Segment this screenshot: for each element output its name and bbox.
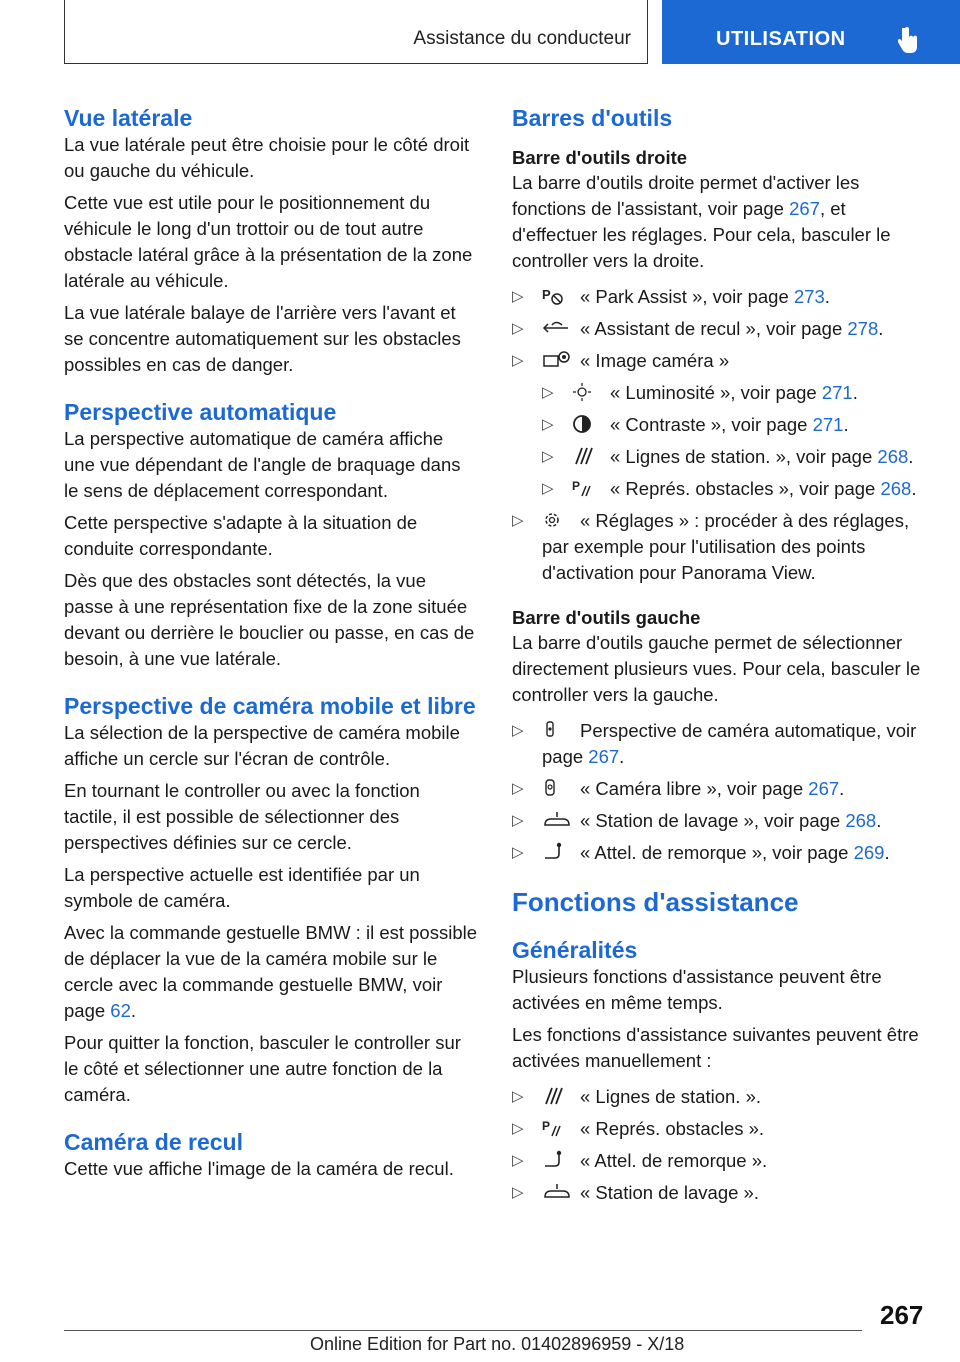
page-number: 267 (880, 1300, 924, 1330)
paragraph: Les fonctions d'assistance suivantes peuvent être activées manuellement : (512, 1024, 919, 1071)
paragraph: Avec la commande gestuelle BMW : il est possible de déplacer la vue de la caméra mobile sur le cercle avec la commande gestuelle BMW, voir page 62. (64, 922, 478, 1021)
page-link[interactable]: 271 (821, 382, 853, 403)
paragraph: La vue latérale peut être choisie pour le côté droit ou gauche du véhicule. (64, 134, 470, 181)
paragraph: La perspective actuelle est identifiée par un symbole de caméra. (64, 864, 420, 911)
reversing-assistant-icon (542, 318, 570, 338)
paragraph: En tournant le controller ou avec la fonction tactile, il est possible de sélectionner des perspectives définies sur ce cercle. (64, 780, 420, 853)
park-assist-icon (542, 286, 570, 306)
trailer-hitch-icon (542, 1150, 570, 1170)
section-title: Assistance du conducteur (413, 28, 631, 49)
heading-generalites: Généralités (512, 937, 638, 963)
heading-barre-gauche: Barre d'outils gauche (512, 607, 701, 628)
page-link[interactable]: 271 (812, 414, 844, 435)
car-wash-icon (542, 1182, 570, 1202)
car-wash-icon (542, 810, 570, 830)
parking-lines-icon (572, 446, 600, 466)
svg-text:P: P (542, 287, 551, 302)
left-column (64, 104, 478, 1188)
list-item: ▷ « Attel. de remorque ». (512, 1150, 768, 1171)
contrast-icon (572, 414, 600, 434)
heading-perspective-automatique: Perspective automatique (64, 399, 337, 425)
list-item: ▷ P « Représ. obstacles ». (512, 1118, 765, 1139)
footer-divider (64, 1330, 862, 1331)
brightness-icon (572, 382, 600, 402)
page-link[interactable]: 273 (793, 286, 825, 307)
manual-functions-list (512, 1084, 932, 1206)
heading-camera-recul: Caméra de recul (64, 1129, 243, 1155)
heading-barres-outils: Barres d'outils (512, 105, 673, 131)
list-item: ▷ P « Représ. obstacles », voir page 268. (542, 478, 917, 499)
list-item: ▷ « Image caméra » ▷ « Luminosité », voir page 271. ▷ « Contraste », voir page 271. ▷ « Lignes de station. », voir page 268. ▷ P « Représ. obstacles », voir page 268. (512, 348, 932, 502)
paragraph: La sélection de la perspective de caméra mobile affiche un cercle sur l'écran de contrôle. (64, 722, 460, 769)
list-item: ▷ « Station de lavage ». (512, 1182, 759, 1203)
paragraph: La barre d'outils droite permet d'activer les fonctions de l'assistant, voir page 267, et d'effectuer les réglages. Pour cela, basculer le controller vers la droite. (512, 172, 891, 271)
heading-perspective-mobile: Perspective de caméra mobile et libre (64, 693, 476, 719)
list-item: ▷ « Lignes de station. », voir page 268. (542, 446, 914, 467)
page-link[interactable]: 267 (789, 198, 820, 219)
auto-camera-icon (542, 720, 570, 740)
paragraph: La perspective automatique de caméra affiche une vue dépendant de l'angle de braquage dans le sens de déplacement correspondant. (64, 428, 461, 501)
list-item: ▷ P « Park Assist », voir page 273. (512, 286, 830, 307)
obstacle-marking-icon (572, 478, 600, 498)
tab-utilisation[interactable] (662, 0, 960, 64)
right-toolbar-list (512, 284, 932, 586)
paragraph: Cette vue affiche l'image de la caméra de recul. (64, 1158, 454, 1179)
header-bar (64, 0, 648, 64)
heading-barre-droite: Barre d'outils droite (512, 147, 688, 168)
paragraph: La barre d'outils gauche permet de sélectionner directement plusieurs vues. Pour cela, basculer le controller vers la gauche. (512, 632, 921, 705)
page-link[interactable]: 268 (845, 810, 877, 831)
page-link[interactable]: 267 (808, 778, 840, 799)
footer-edition: Online Edition for Part no. 01402896959 - X/18 (310, 1334, 685, 1354)
page-link[interactable]: 267 (588, 746, 620, 767)
page-link[interactable]: 268 (880, 478, 912, 499)
heading-fonctions-assistance: Fonctions d'assistance (512, 887, 799, 917)
paragraph: Plusieurs fonctions d'assistance peuvent être activées en même temps. (512, 966, 882, 1013)
list-item: ▷ « Caméra libre », voir page 267. (512, 778, 845, 799)
list-item: ▷ « Luminosité », voir page 271. (542, 382, 858, 403)
camera-image-submenu (542, 380, 932, 502)
list-item: ▷ « Assistant de recul », voir page 278. (512, 318, 884, 339)
heading-vue-laterale: Vue latérale (64, 105, 193, 131)
list-item: ▷ « Station de lavage », voir page 268. (512, 810, 882, 831)
obstacle-marking-icon (542, 1118, 570, 1138)
svg-text:P: P (572, 479, 581, 493)
page-link[interactable]: 278 (847, 318, 879, 339)
trailer-hitch-icon (542, 842, 570, 862)
page-link[interactable]: 268 (877, 446, 909, 467)
page-link[interactable]: 62 (110, 1000, 131, 1021)
paragraph: La vue latérale balaye de l'arrière vers l'avant et se concentre automatiquement sur les obstacles possibles en cas de danger. (64, 302, 461, 375)
parking-lines-icon (542, 1086, 570, 1106)
paragraph: Dès que des obstacles sont détectés, la vue passe à une représentation fixe de la zone située devant ou derrière le bouclier ou passe, en cas de besoin, à une vue latérale. (64, 570, 475, 669)
paragraph: Pour quitter la fonction, basculer le controller sur le côté et sélectionner une autre fonction de la caméra. (64, 1032, 461, 1105)
tab-label: UTILISATION (716, 28, 846, 50)
gear-icon (542, 510, 570, 530)
paragraph: Cette perspective s'adapte à la situation de conduite correspondante. (64, 512, 418, 559)
svg-text:P: P (542, 1119, 551, 1133)
left-toolbar-list (512, 718, 932, 866)
list-item: ▷ Perspective de caméra automatique, voir page 267. (512, 720, 917, 767)
list-item: ▷ « Lignes de station. ». (512, 1086, 762, 1107)
right-column (512, 104, 932, 1212)
list-item: ▷ « Contraste », voir page 271. (542, 414, 849, 435)
camera-image-icon (542, 350, 570, 370)
page-link[interactable]: 269 (853, 842, 885, 863)
list-item: ▷ « Réglages » : procéder à des réglages, par exemple pour l'utilisation des points d'activation pour Panorama View. (512, 510, 910, 583)
free-camera-icon (542, 778, 570, 798)
paragraph: Cette vue est utile pour le positionnement du véhicule le long d'un trottoir ou de tout autre obstacle latéral grâce à la présentation de la zone latérale au véhicule. (64, 192, 473, 291)
hand-pointer-icon (898, 26, 920, 59)
list-item: ▷ « Attel. de remorque », voir page 269. (512, 842, 890, 863)
